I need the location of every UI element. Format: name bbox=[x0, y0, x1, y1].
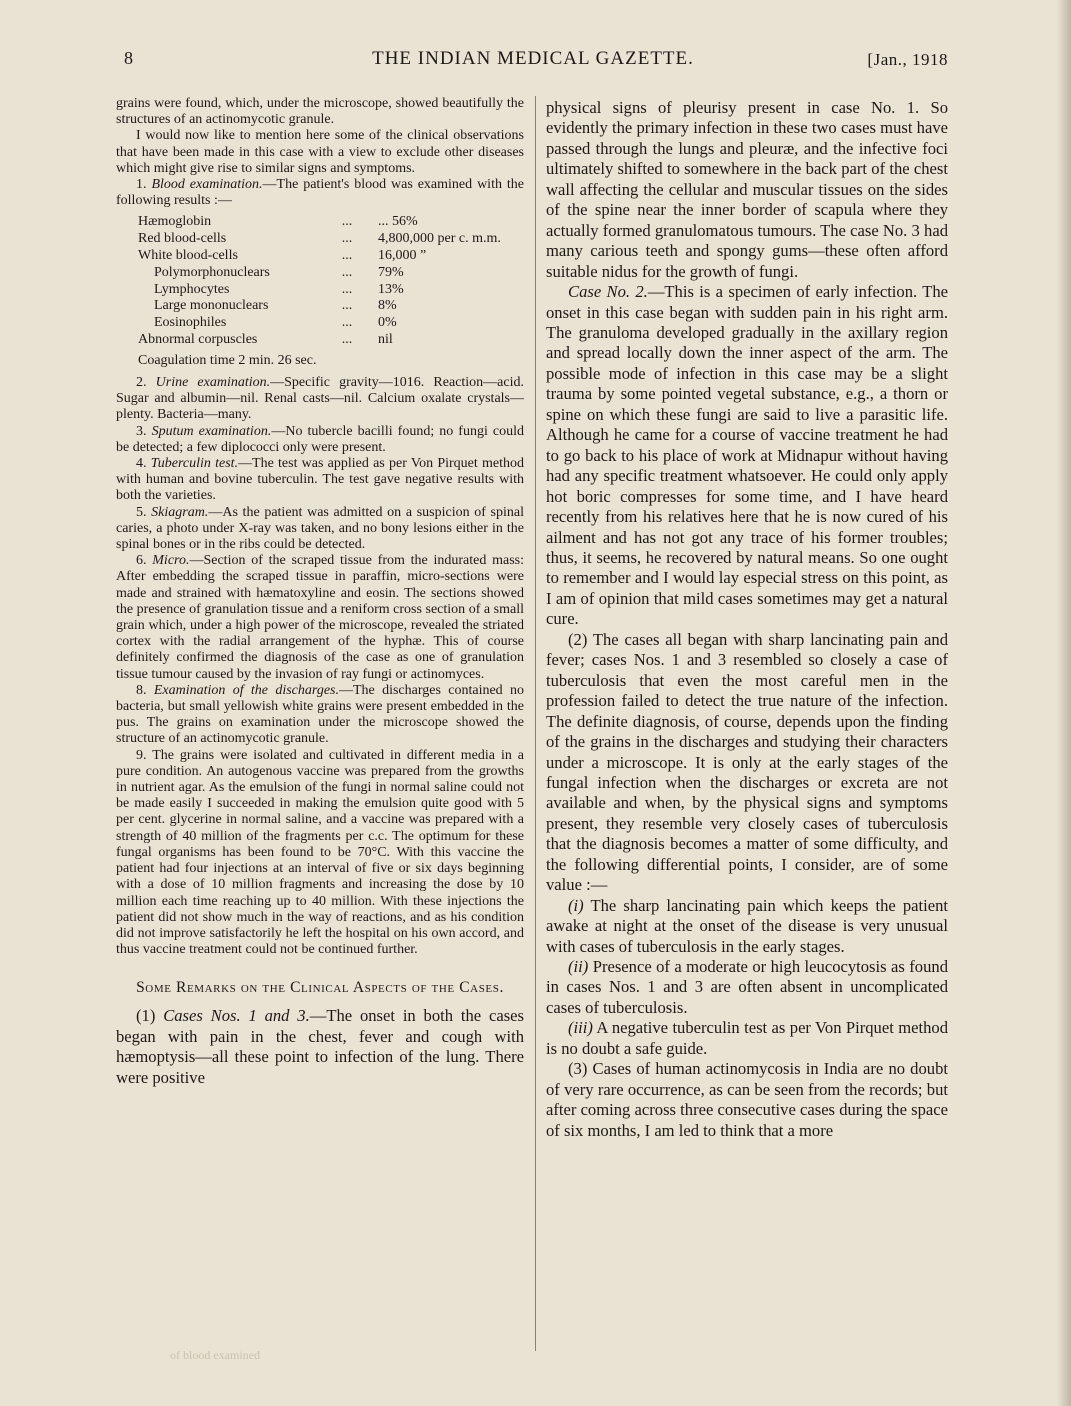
journal-title: THE INDIAN MEDICAL GAZETTE. bbox=[372, 48, 694, 69]
blood-examination-paragraph: 1. Blood examination.—The patient's blood was examined with the following results :— bbox=[116, 177, 524, 209]
bleed-through-text: of blood examined bbox=[170, 1348, 260, 1362]
table-row: Lymphocytes ... 13% bbox=[154, 281, 404, 297]
table-row: Large mononuclears ... 8% bbox=[154, 298, 397, 314]
page-header bbox=[118, 46, 948, 76]
micro-paragraph: 6. Micro.—Section of the scraped tissue from the indurated mass: After embedding the scraped tissue in paraffin, micro-sections were made and strained with hæmatoxyline and eosin. The sections showed the presence of granulation tissue and a reniform cross section of a small grain which, under a high power of the microscope, revealed the striated cortex with the radial arrangement of the hyphæ. This of course definitely confirmed the diagnosis of the case as one of granulation tissue tumour caused by the invasion of ray fungi or actinomyces. bbox=[116, 553, 525, 682]
page-edge-shadow bbox=[1057, 0, 1071, 1406]
paragraph: grains were found, which, under the microscope, showed beautifully the structures of an actinomycotic granule. bbox=[116, 96, 524, 128]
urine-examination-paragraph: 2. Urine examination.—Specific gravity—1016. Reaction—acid. Sugar and albumin—nil. Renal casts—nil. Calcium oxalate crystals—plenty. Bacteria—many. bbox=[116, 375, 524, 423]
sputum-examination-paragraph: 3. Sputum examination.—No tubercle bacilli found; no fungi could be detected; a few diplococci only were present. bbox=[116, 423, 525, 455]
differential-point-ii: (ii) Presence of a moderate or high leucocytosis as found in cases Nos. 1 and 3 are often absent in uncomplicated cases of tuberculosis. bbox=[546, 957, 948, 1017]
coagulation-time: Coagulation time 2 min. 26 sec. bbox=[138, 352, 317, 368]
issue-date: [Jan., 1918 bbox=[867, 50, 948, 69]
table-row: Polymorphonuclears ... 79% bbox=[154, 264, 404, 280]
table-row: Hæmoglobin ... ... 56% bbox=[138, 214, 418, 230]
paragraph: (3) Cases of human actinomycosis in India are no doubt of very rare occurrence, as can be seen from the records; but after coming across three consecutive cases during the space of six months, I am led to think that a more bbox=[546, 1059, 948, 1140]
page-number: 8 bbox=[124, 48, 133, 68]
cases-1-3-paragraph: (1) Cases Nos. 1 and 3.—The onset in both the cases began with pain in the chest, fever and cough with hæmoptysis—all these point to infection of the lung. There were positive bbox=[116, 1006, 524, 1087]
skiagram-paragraph: 5. Skiagram.—As the patient was admitted on a suspicion of spinal caries, a photo under X-ray was taken, and no bony lesions either in the spinal bones or in the ribs could be detected. bbox=[116, 504, 525, 553]
discharges-paragraph: 8. Examination of the discharges.—The discharges contained no bacteria, but small yellowish white grains were present embedded in the pus. The grains on examination under the microscope showed the structure of an actinomycotic granule. bbox=[116, 682, 525, 747]
tuberculin-test-paragraph: 4. Tuberculin test.—The test was applied as per Von Pirquet method with human and bovine tuberculin. The test gave negative results with both the varieties. bbox=[116, 456, 524, 504]
case-2-paragraph: Case No. 2.—This is a specimen of early infection. The onset in this case began with sudden pain in his right arm. The granuloma developed gradually in the axillary region and spread locally down the inner aspect of the arm. The possible mode of infection in this case may be a slight trauma by some pointed vegetal substance, e.g., a thorn or spine on which these fungi are said to live a parasitic life. Although he came for a course of vaccine treatment he had to go back to his place of work at Midnapur without having had any specific treatment whatsoever. He could only apply hot boric compresses for some time, and I have heard recently from his relatives here that he is now cured of his ailment and has not got any trace of his former troubles; thus, it seems, he recovered by natural means. So one ought to remember and I would lay especial stress on this point, as I am of opinion that mild cases sometimes may get a natural cure. bbox=[546, 282, 948, 629]
blood-results-table bbox=[138, 214, 518, 348]
paragraph: physical signs of pleurisy present in case No. 1. So evidently the primary infection in these two cases must have passed through the lungs and pleuræ, and the infective foci ultimately shifted to somewhere in the back part of the chest wall affecting the cellular and muscular tissues on the sides of the spine near the inner border of scapula where they actually formed granulomatous tumours. The case No. 3 had many carious teeth and spongy gums—these often afford suitable nidus for the growth of fungi. bbox=[546, 98, 948, 281]
differential-point-i: (i) The sharp lancinating pain which keeps the patient awake at night at the onset of the disease is very unusual with cases of tuberculosis in the early stages. bbox=[546, 895, 948, 956]
right-column bbox=[546, 98, 948, 1141]
section-heading: Some Remarks on the Clinical Aspects of the Cases. bbox=[136, 979, 504, 997]
table-row: White blood-cells ... 16,000 ” bbox=[138, 248, 427, 264]
vaccine-paragraph: 9. The grains were isolated and cultivated in different media in a pure condition. An autogenous vaccine was prepared from the growths in nutrient agar. As the emulsion of the fungi in normal saline could not be made easily I succeeded in making the emulsion quite good with 5 per cent. glycerine in normal saline, and a vaccine was prepared with a strength of 40 million of the fragments per c.c. The optimum for these fungal organisms has been found to be 70°C. With this vaccine the patient had four injections at an interval of five or six days beginning with a dose of 10 million fragments and increasing the dose by 10 million each time reaching up to 40 million. With these injections the patient did not show much in the way of reactions, and as his condition did not improve satisfactorily he left the hospital on his own accord, and thus vaccine treatment could not be continued further. bbox=[116, 747, 524, 958]
differential-point-iii: (iii) A negative tuberculin test as per Von Pirquet method is no doubt a safe guide. bbox=[546, 1018, 948, 1058]
column-divider bbox=[535, 96, 536, 1351]
paragraph: (2) The cases all began with sharp lancinating pain and fever; cases Nos. 1 and 3 resembled so closely a case of tuberculosis that even the most careful men in the profession failed to detect the true nature of the infection. The definite diagnosis, of course, depends upon the finding of the grains in the discharges and studying their characters under a microscope. It is only at the early stages of the fungal infection when the discharges or excreta are not available and when, by the physical signs and symptoms present, they resemble very closely cases of tuberculosis that the diagnosis becomes a matter of some difficulty, and the following differential points, I consider, are of some value :— bbox=[546, 629, 948, 895]
table-row: Abnormal corpuscles ... nil bbox=[138, 332, 393, 347]
table-row: Eosinophiles ... 0% bbox=[154, 315, 397, 331]
table-row: Red blood-cells ... 4,800,000 per c. m.m. bbox=[138, 231, 501, 247]
left-column bbox=[116, 96, 524, 1088]
paragraph: I would now like to mention here some of the clinical observations that have been made in this case with a view to exclude other diseases which might give rise to similar signs and symptoms. bbox=[116, 128, 524, 176]
